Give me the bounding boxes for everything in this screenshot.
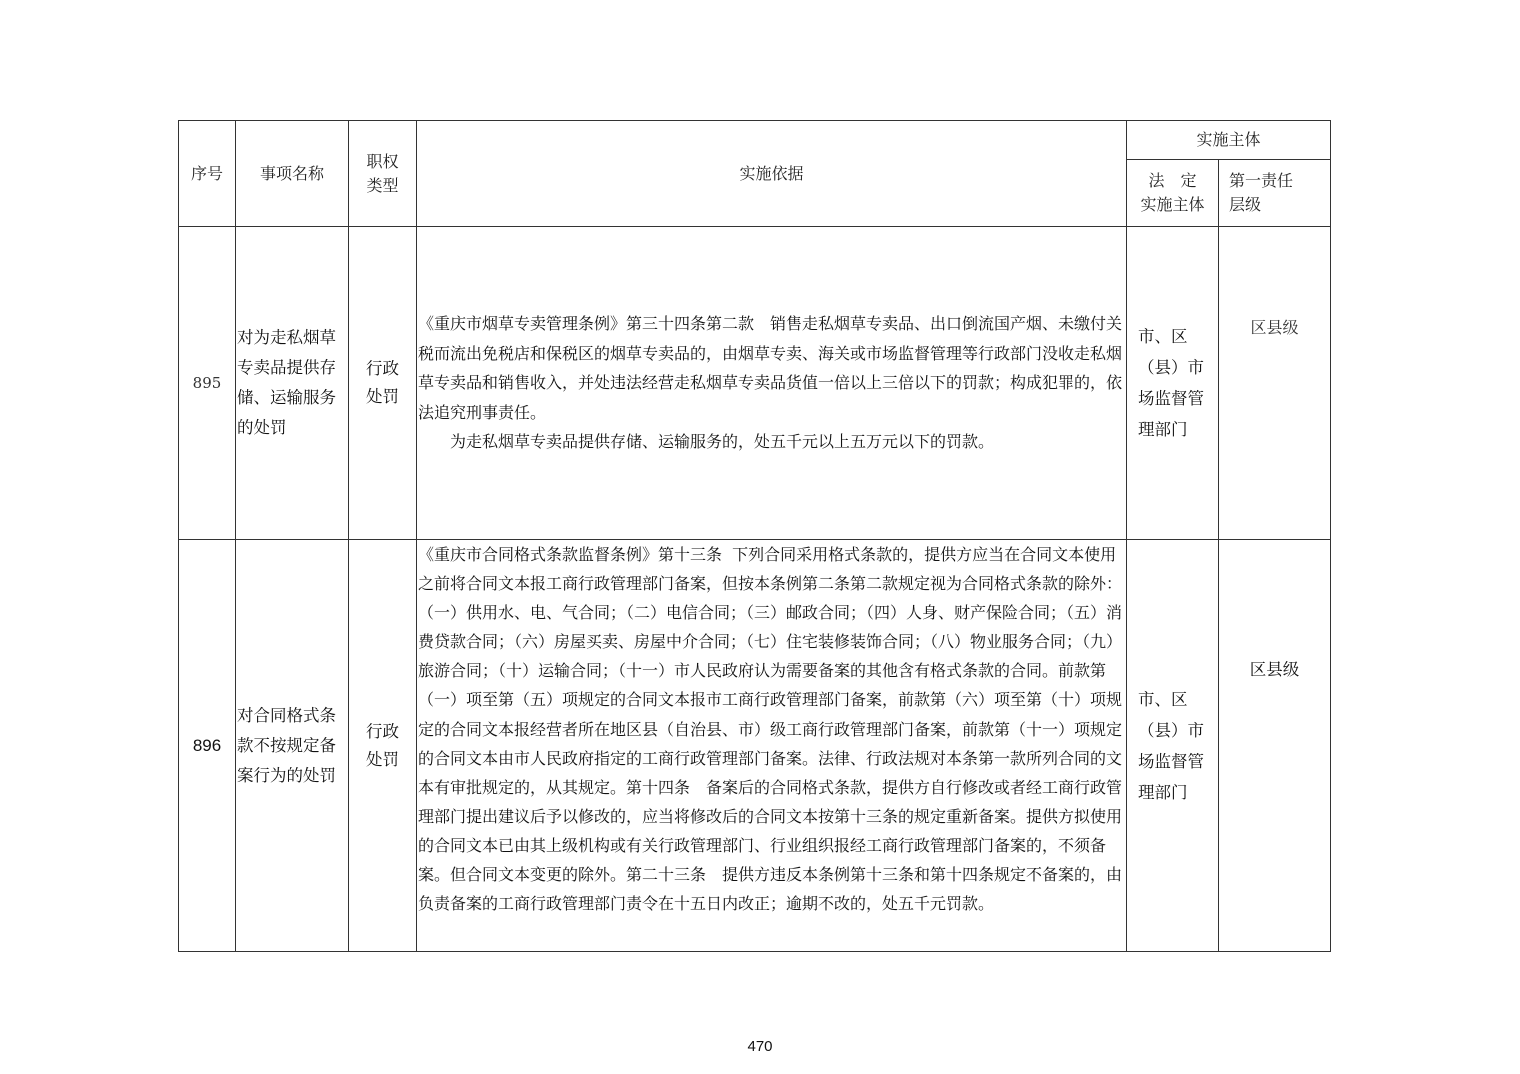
header-basis: 实施依据 [417,121,1127,227]
header-row-top [179,121,1331,160]
row-power-type: 行政 处罚 [349,540,417,952]
row-legal-subject: 市、区（县）市场监督管理部门 [1127,540,1219,952]
row-item-name: 对合同格式条款不按规定备案行为的处罚 [236,540,349,952]
power-list-table [178,120,1331,952]
row-seq: 895 [179,227,236,540]
header-responsibility-level: 第一责任 层级 [1219,160,1331,227]
row-responsibility-level: 区县级 [1219,227,1331,540]
row-legal-subject: 市、区（县）市场监督管理部门 [1127,227,1219,540]
row-basis [417,227,1127,540]
header-subject-group: 实施主体 [1127,121,1331,160]
header-item-name: 事项名称 [236,121,349,227]
row-item-name: 对为走私烟草专卖品提供存储、运输服务的处罚 [236,227,349,540]
header-legal-subject: 法 定 实施主体 [1127,160,1219,227]
page-number: 470 [747,1038,773,1055]
table-row [179,540,1331,952]
row-basis-text: 《重庆市烟草专卖管理条例》第三十四条第二款 销售走私烟草专卖品、出口倒流国产烟、未缴付关税而流出免税店和保税区的烟草专卖品的，由烟草专卖、海关或市场监督管理等行政部门没收走私烟草专卖品和销售收入，并处违法经营走私烟草专卖品货值一倍以上三倍以下的罚款；构成犯罪的，依法追究刑事责任。 为走私烟草专卖品提供存储、运输服务的，处五千元以上五万元以下的罚款。 [418,314,1123,452]
row-basis [417,540,1127,952]
row-power-type: 行政 处罚 [349,227,417,540]
row-responsibility-level: 区县级 [1219,540,1331,952]
table-row [179,227,1331,540]
row-seq: 896 [179,540,236,952]
row-basis-text: 《重庆市合同格式条款监督条例》第十三条 下列合同采用格式条款的，提供方应当在合同文本使用之前将合同文本报工商行政管理部门备案，但按本条例第二条第二款规定视为合同格式条款的除外：（一）供用水、电、气合同；（二）电信合同；（三）邮政合同；（四）人身、财产保险合同；（五）消费贷款合同；（六）房屋买卖、房屋中介合同；（七）住宅装修装饰合同；（八）物业服务合同；（九）旅游合同；（十）运输合同；（十一）市人民政府认为需要备案的其他含有格式条款的合同。前款第（一）项至第（五）项规定的合同文本报市工商行政管理部门备案，前款第（六）项至第（十）项规定的合同文本报经营者所在地区县（自治县、市）级工商行政管理部门备案，前款第（十一）项规定的合同文本由市人民政府指定的工商行政管理部门备案。法律、行政法规对本条第一款所列合同的文本有审批规定的，从其规定。第十四条 备案后的合同格式条款，提供方自行修改或者经工商行政管理部门提出建议后予以修改的，应当将修改后的合同文本按第十三条的规定重新备案。提供方拟使用的合同文本已由其上级机构或有关行政管理部门、行业组织报经工商行政管理部门备案的，不须备案。但合同文本变更的除外。第二十三条 提供方违反本条例第十三条和第十四条规定不备案的，由负责备案的工商行政管理部门责令在十五日内改正；逾期不改的，处五千元罚款。 [418,545,1123,914]
header-power-type: 职权 类型 [349,121,417,227]
header-seq: 序号 [179,121,236,227]
